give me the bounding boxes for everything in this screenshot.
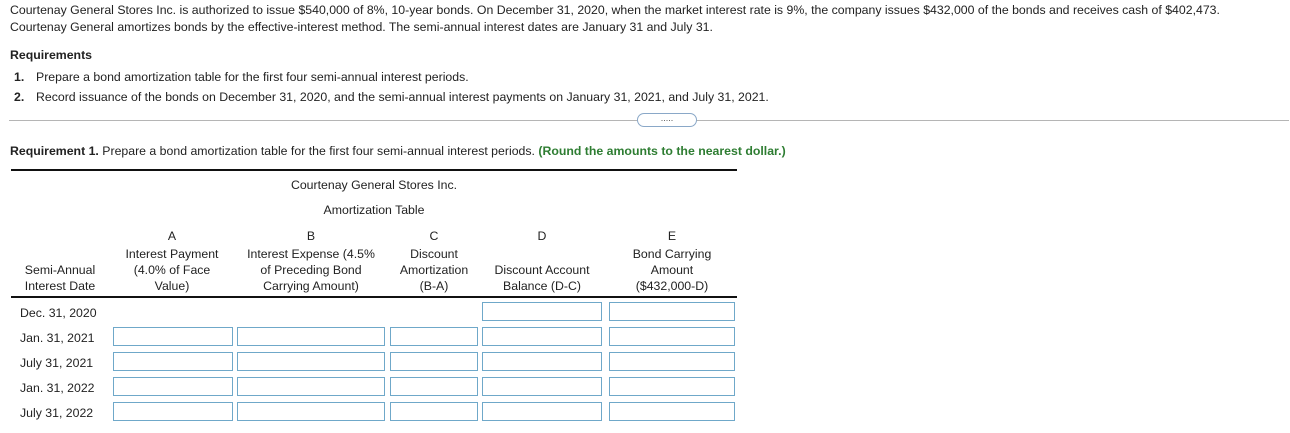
row-date-label: Jan. 31, 2022 [20,381,95,395]
requirements-heading: Requirements [10,48,93,62]
column-header-date: Semi-Annual Interest Date [24,263,96,293]
column-letter-a: A [167,229,177,243]
column-header-carrying-amount: Bond Carrying Amount ($432,000-D) [632,247,712,293]
requirement-item [14,67,769,87]
table-title: Amortization Table [323,203,425,217]
discount-amortization-input[interactable] [390,352,478,371]
table-top-rule [11,169,737,171]
requirement-1-label: Requirement 1. [10,144,99,158]
problem-statement [10,2,1290,36]
column-header-interest-expense: Interest Expense (4.5% of Preceding Bond Carrying Amount) [247,247,375,293]
interest-expense-input[interactable] [237,352,385,371]
discount-balance-input[interactable] [482,302,602,321]
table-company-name: Courtenay General Stores Inc. [290,178,458,192]
carrying-amount-input[interactable] [609,402,735,421]
column-letter-d: D [537,229,547,243]
requirement-1-text: Prepare a bond amortization table for the first four semi-annual interest periods. [102,144,535,158]
carrying-amount-input[interactable] [609,302,735,321]
requirement-item [14,87,769,107]
requirement-text: Record issuance of the bonds on December 31, 2020, and the semi-annual interest payments on January 31, 2021, and July 31, 2021. [36,90,769,104]
interest-payment-input[interactable] [113,327,233,346]
discount-balance-input[interactable] [482,377,602,396]
column-header-discount-balance: Discount Account Balance (D-C) [494,263,590,293]
row-date-label: Jan. 31, 2021 [20,331,95,345]
column-header-discount-amortization: Discount Amortization (B-A) [399,247,469,293]
row-date-label: Dec. 31, 2020 [20,306,97,320]
carrying-amount-input[interactable] [609,327,735,346]
row-date-label: July 31, 2022 [20,406,94,420]
carrying-amount-input[interactable] [609,377,735,396]
header-bottom-rule [11,296,737,298]
column-letter-e: E [667,229,677,243]
interest-expense-input[interactable] [237,327,385,346]
requirement-1-instruction [10,144,786,158]
discount-amortization-input[interactable] [390,377,478,396]
interest-expense-input[interactable] [237,402,385,421]
column-letter-b: B [306,229,316,243]
row-date-label: July 31, 2021 [20,356,94,370]
interest-payment-input[interactable] [113,352,233,371]
discount-amortization-input[interactable] [390,402,478,421]
discount-amortization-input[interactable] [390,327,478,346]
requirement-text: Prepare a bond amortization table for the first four semi-annual interest periods. [36,70,469,84]
problem-line-1: Courtenay General Stores Inc. is authorized to issue $540,000 of 8%, 10-year bonds. On December 31, 2020, when the market interest rate is 9%, the company issues $432,000 of the bonds and receives cash of $402,473. [10,3,1220,17]
expand-collapse-button[interactable]: ..... [637,113,697,127]
carrying-amount-input[interactable] [609,352,735,371]
requirements-list [14,67,769,107]
rounding-hint: (Round the amounts to the nearest dollar.) [538,144,786,158]
column-letter-c: C [429,229,439,243]
discount-balance-input[interactable] [482,402,602,421]
discount-balance-input[interactable] [482,327,602,346]
interest-expense-input[interactable] [237,377,385,396]
problem-line-2: Courtenay General amortizes bonds by the effective-interest method. The semi-annual interest dates are January 31 and July 31. [10,20,713,34]
interest-payment-input[interactable] [113,402,233,421]
discount-balance-input[interactable] [482,352,602,371]
column-header-interest-payment: Interest Payment (4.0% of Face Value) [125,247,219,293]
requirement-number: 1. [14,70,25,84]
requirement-number: 2. [14,90,25,104]
interest-payment-input[interactable] [113,377,233,396]
